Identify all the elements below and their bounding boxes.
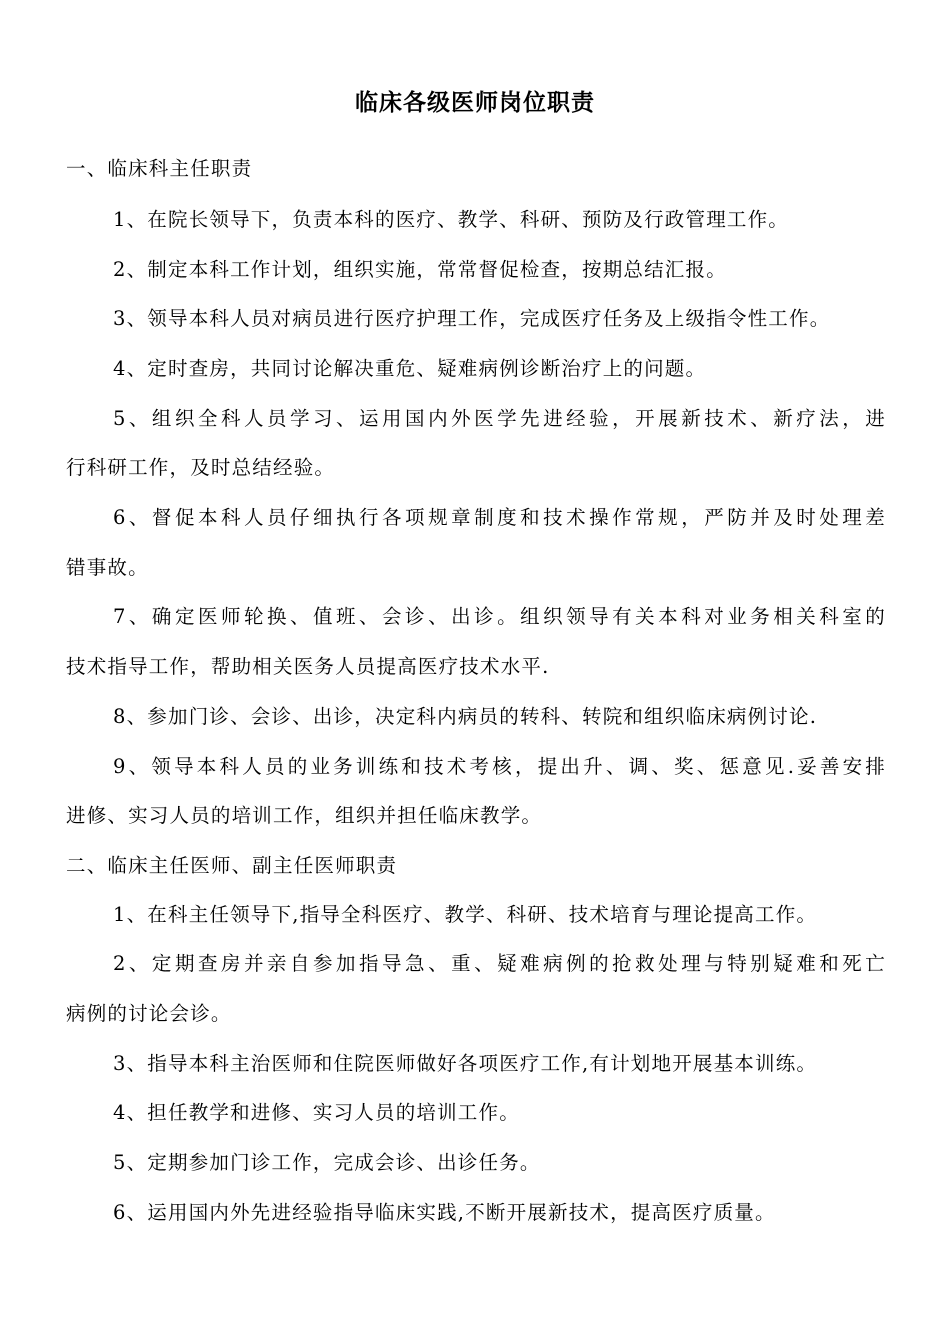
paragraph-continuation-line: 进修、实习人员的培训工作，组织并担任临床教学。 [66,804,543,827]
paragraph-line: 3、领导本科人员对病员进行医疗护理工作，完成医疗任务及上级指令性工作。 [113,307,831,330]
document-title: 临床各级医师岗位职责 [355,90,595,116]
paragraph-line: 4、定时查房，共同讨论解决重危、疑难病例诊断治疗上的问题。 [113,357,707,380]
paragraph-line: 9、领导本科人员的业务训练和技术考核，提出升、调、奖、惩意见.妥善安排 [113,755,886,778]
paragraph-continuation-line: 行科研工作，及时总结经验。 [66,456,336,479]
paragraph-continuation-line: 技术指导工作，帮助相关医务人员提高医疗技术水平. [66,655,550,678]
paragraph-line: 8、参加门诊、会诊、出诊，决定科内病员的转科、转院和组织临床病例讨论. [113,705,818,728]
paragraph-line: 2、制定本科工作计划，组织实施，常常督促检查，按期总结汇报。 [113,258,727,281]
paragraph-line: 7、确定医师轮换、值班、会诊、出诊。组织领导有关本科对业务相关科室的 [113,605,886,628]
section-heading-2: 二、临床主任医师、副主任医师职责 [66,854,398,877]
paragraph-line: 5、组织全科人员学习、运用国内外医学先进经验，开展新技术、新疗法，进 [113,407,886,430]
paragraph-line: 6、督促本科人员仔细执行各项规章制度和技术操作常规，严防并及时处理差 [113,506,886,529]
paragraph-line: 3、指导本科主治医师和住院医师做好各项医疗工作,有计划地开展基本训练。 [113,1052,818,1075]
paragraph-line: 2、定期查房并亲自参加指导急、重、疑难病例的抢救处理与特别疑难和死亡 [113,952,886,975]
paragraph-line: 4、担任教学和进修、实习人员的培训工作。 [113,1101,520,1124]
paragraph-line: 5、定期参加门诊工作，完成会诊、出诊任务。 [113,1151,541,1174]
paragraph-continuation-line: 错事故。 [66,556,149,579]
paragraph-continuation-line: 病例的讨论会诊。 [66,1002,232,1025]
section-heading-1: 一、临床科主任职责 [66,157,253,180]
paragraph-line: 1、在院长领导下，负责本科的医疗、教学、科研、预防及行政管理工作。 [113,208,790,231]
paragraph-line: 6、运用国内外先进经验指导临床实践,不断开展新技术，提高医疗质量。 [113,1201,776,1224]
paragraph-line: 1、在科主任领导下,指导全科医疗、教学、科研、技术培育与理论提高工作。 [113,903,818,926]
